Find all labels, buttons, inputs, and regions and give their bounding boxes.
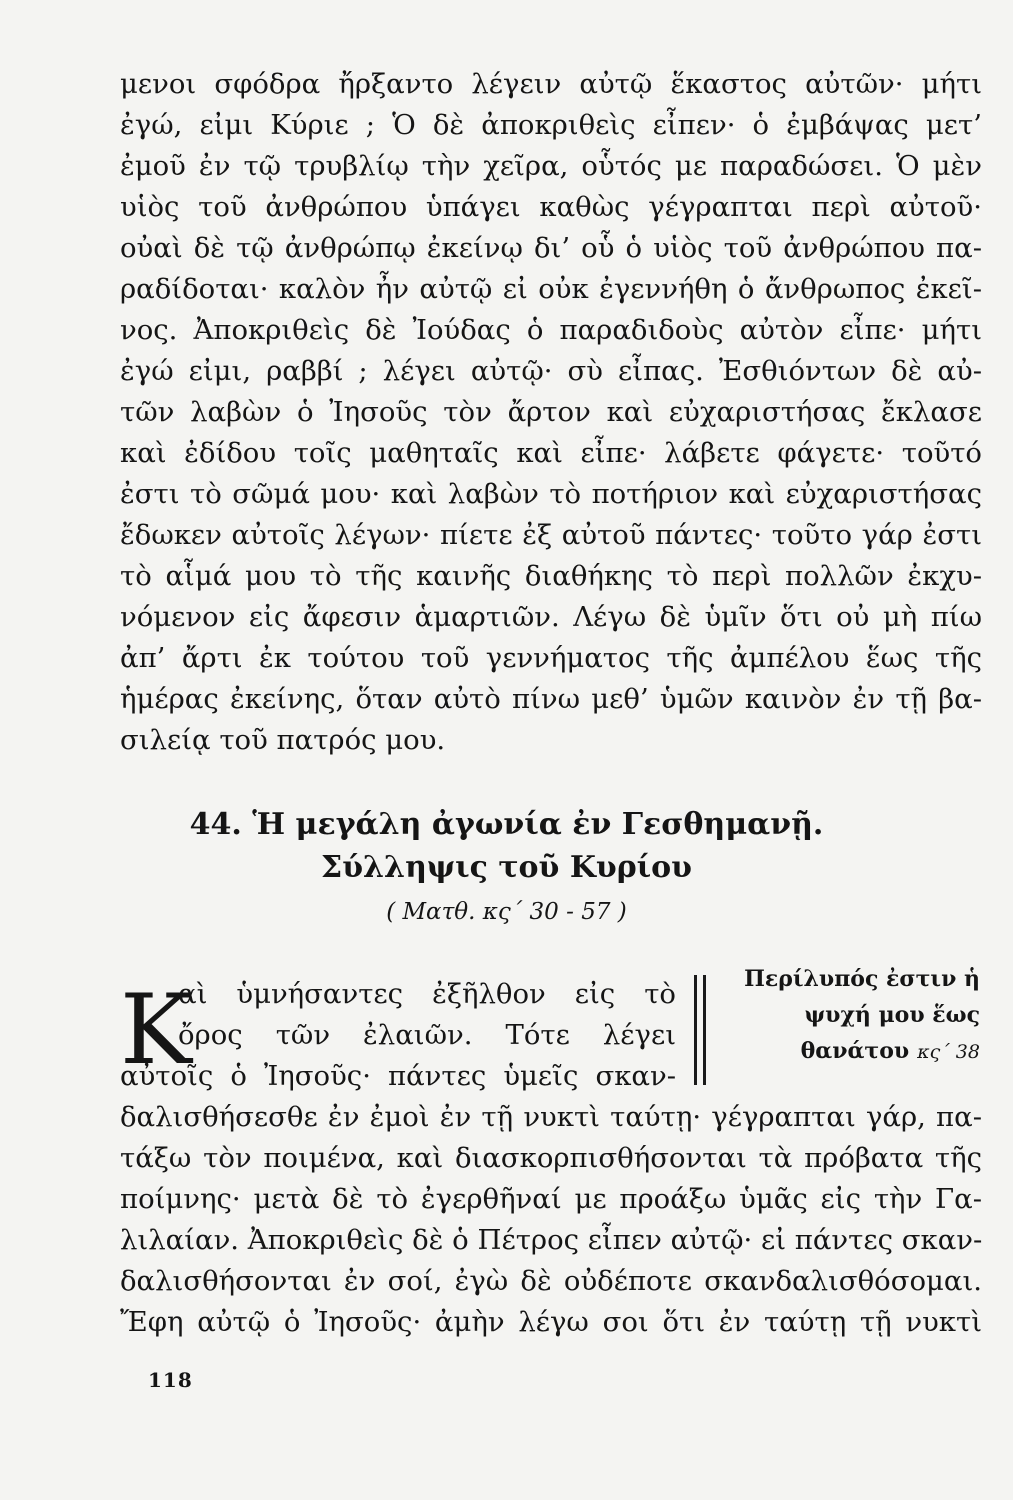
section-subheading: Σύλληψις τοῦ Κυρίου: [320, 850, 692, 885]
text-line: ἐγώ εἰμι, ραββί ; λέγει αὐτῷ· σὺ εἶπας. Ἐσθιόντων δὲ αὐ-: [120, 355, 982, 387]
text-line: τῶν λαβὼν ὁ Ἰησοῦς τὸν ἄρτον καὶ εὐχαριστήσας ἔκλασε: [120, 396, 982, 428]
scripture-reference: ( Ματθ. κς΄ 30 - 57 ): [386, 899, 627, 925]
text-line: νόμενον εἰς ἄφεσιν ἁμαρτιῶν. Λέγω δὲ ὑμῖν ὅτι οὐ μὴ πίω: [120, 601, 982, 633]
text-line: ἐστι τὸ σῶμά μου· καὶ λαβὼν τὸ ποτήριον καὶ εὐχαριστήσας: [120, 478, 982, 510]
text-line: ἐμοῦ ἐν τῷ τρυβλίῳ τὴν χεῖρα, οὗτός με παραδώσει. Ὁ μὲν: [120, 150, 982, 182]
text-line: ραδίδοται· καλὸν ἦν αὐτῷ εἰ οὐκ ἐγεννήθη ὁ ἄνθρωπος ἐκεῖ-: [120, 273, 982, 305]
text-line: ἀπ’ ἄρτι ἐκ τούτου τοῦ γεννήματος τῆς ἀμπέλου ἕως τῆς: [120, 642, 982, 674]
drop-cap: Κ: [120, 974, 192, 1086]
text-line: υἱὸς τοῦ ἀνθρώπου ὑπάγει καθὼς γέγραπται περὶ αὐτοῦ·: [120, 191, 982, 223]
text-line: αὶ ὑμνήσαντες ἐξῆλθον εἰς τὸ: [178, 978, 676, 1010]
text-line: τὸ αἷμά μου τὸ τῆς καινῆς διαθήκης τὸ περὶ πολλῶν ἐκχυ-: [120, 560, 982, 592]
text-line: αὐτοῖς ὁ Ἰησοῦς· πάντες ὑμεῖς σκαν-: [120, 1060, 676, 1092]
text-line: λιλαίαν. Ἀποκριθεὶς δὲ ὁ Πέτρος εἶπεν αὐτῷ· εἰ πάντες σκαν-: [120, 1224, 983, 1256]
section-heading: 44. Ἡ μεγάλη ἀγωνία ἐν Γεσθημανῇ.: [189, 807, 824, 842]
text-line: μενοι σφόδρα ἤρξαντο λέγειν αὐτῷ ἕκαστος αὐτῶν· μήτι: [120, 68, 982, 100]
text-line: δαλισθήσεσθε ἐν ἐμοὶ ἐν τῇ νυκτὶ ταύτῃ· γέγραπται γάρ, πα-: [120, 1101, 982, 1133]
margin-note-line: [718, 1034, 980, 1069]
margin-note-line: ψυχή μου ἕως: [804, 1002, 980, 1028]
text-line: τάξω τὸν ποιμένα, καὶ διασκορπισθήσονται τὰ πρόβατα τῆς: [120, 1142, 982, 1174]
text-line: οὐαὶ δὲ τῷ ἀνθρώπῳ ἐκείνῳ δι’ οὗ ὁ υἱὸς τοῦ ἀνθρώπου πα-: [120, 232, 982, 264]
margin-divider: [703, 975, 706, 1085]
text-line: Ἔφη αὐτῷ ὁ Ἰησοῦς· ἀμὴν λέγω σοι ὅτι ἐν ταύτῃ τῇ νυκτὶ: [120, 1306, 982, 1338]
margin-note-text: θανάτου: [800, 1038, 910, 1064]
text-line: ὄρος τῶν ἐλαιῶν. Τότε λέγει: [178, 1019, 676, 1051]
text-line: σιλείᾳ τοῦ πατρός μου.: [120, 724, 446, 756]
text-line: ποίμνης· μετὰ δὲ τὸ ἐγερθῆναί με προάξω ὑμᾶς εἰς τὴν Γα-: [120, 1183, 982, 1215]
text-line: ἔδωκεν αὐτοῖς λέγων· πίετε ἐξ αὐτοῦ πάντες· τοῦτο γάρ ἐστι: [120, 519, 982, 551]
text-line: ἡμέρας ἐκείνης, ὅταν αὐτὸ πίνω μεθ’ ὑμῶν καινὸν ἐν τῇ βα-: [120, 683, 982, 715]
page-number: 118: [148, 1368, 193, 1392]
margin-divider: [694, 975, 697, 1085]
text-line: δαλισθήσονται ἐν σοί, ἐγὼ δὲ οὐδέποτε σκανδαλισθόσομαι.: [120, 1265, 982, 1297]
text-line: καὶ ἐδίδου τοῖς μαθηταῖς καὶ εἶπε· λάβετε φάγετε· τοῦτό: [120, 437, 982, 469]
margin-note-line: Περίλυπός ἐστιν ἡ: [744, 966, 980, 992]
text-line: ἐγώ, εἰμι Κύριε ; Ὁ δὲ ἀποκριθεὶς εἶπεν· ὁ ἐμβάψας μετ’: [120, 109, 982, 141]
margin-note-reference: κς΄ 38: [917, 1041, 980, 1063]
text-line: νος. Ἀποκριθεὶς δὲ Ἰούδας ὁ παραδιδοὺς αὐτὸν εἶπε· μήτι: [120, 314, 982, 346]
